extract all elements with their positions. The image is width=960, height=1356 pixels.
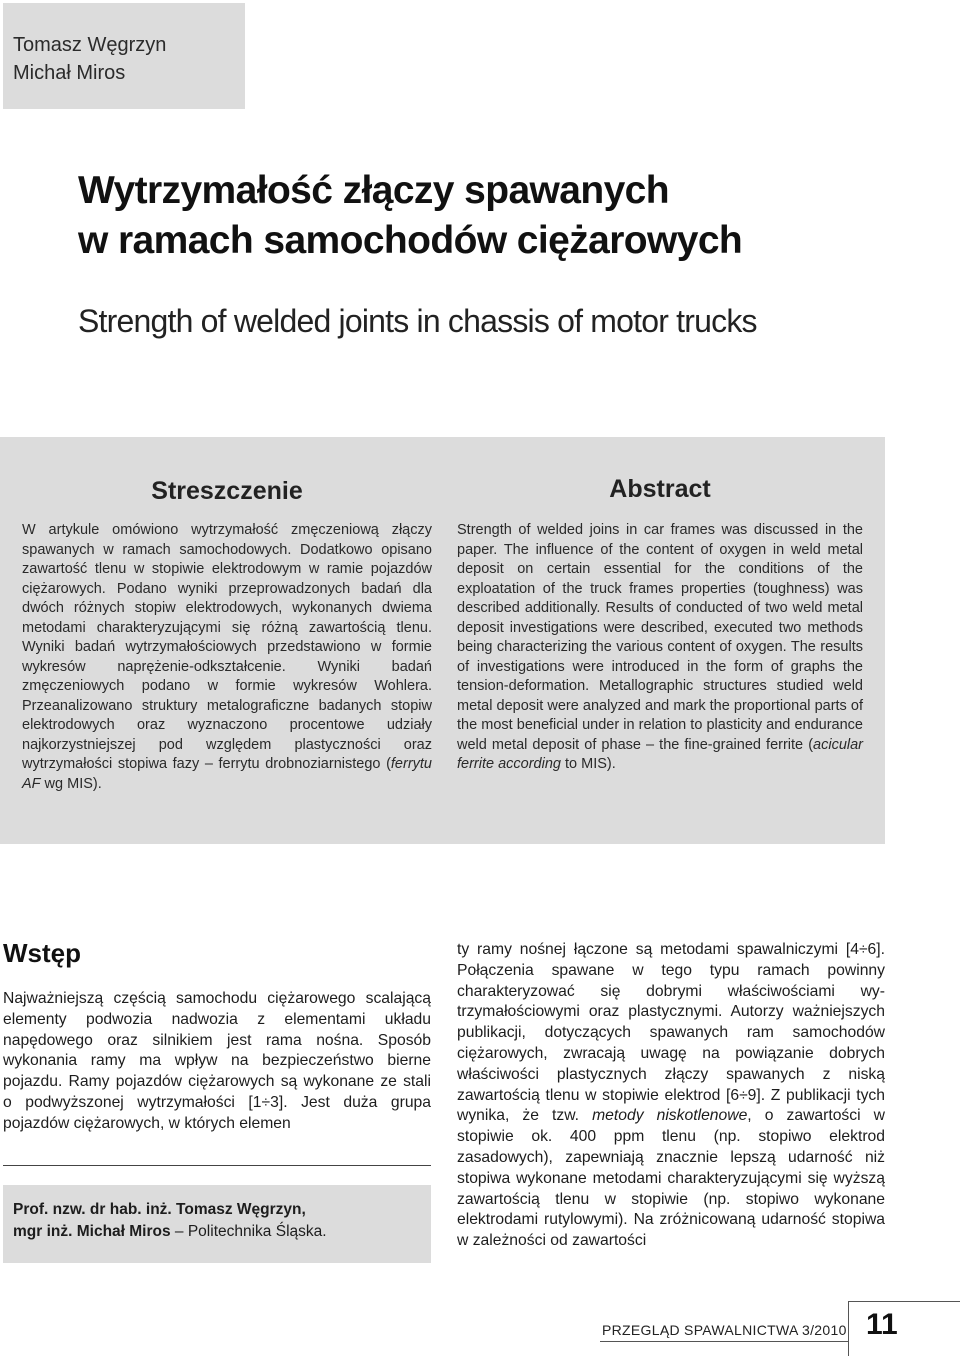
footnote-divider [3,1165,431,1166]
text-run: to MIS). [560,756,616,772]
text-run-italic: ferrytu AF [22,756,432,792]
text-run: , o zawartości w stopiwie ok. 400 ppm tlenu (np. stopiwo elektrod zasadowych), zapewniają znacznie lepszą udarność niż stopiwa wykonane metodami charakteryzującymi się wyższą zawartością tlenu w stopiwie (np. stopiwo wykonane elektrodami rutylowymi). Na zróżnicowaną udarność stopiwa w zależności od zawartości [457,1107,885,1250]
section-heading-wstep: Wstęp [3,938,81,968]
article-subtitle: Strength of welded joints in chassis of motor trucks [78,303,757,339]
article-title [78,166,742,266]
author-name: Tomasz Węgrzyn [13,34,167,56]
intro-text-right [457,940,885,1252]
intro-text-left: Najważniejszą częścią samochodu ciężarowego scalającą elementy podwozia nadwozia z elementami układu napędowego oraz silnikiem jest rama nośna. Sposób wykonania ramy ma wpływ na bezpieczeństwo bierne pojazdu. Ramy pojazdów ciężarowych są wykonane ze stali o podwyższonej wytrzymałości [1÷3]. Jest duża grupa pojazdów ciężarowych, w których elemen [3,990,431,1132]
title-line: Wytrzymałość złączy spawanych [78,169,669,212]
authors-box [3,3,245,109]
affiliation-name: Prof. nzw. dr hab. inż. Tomasz Węgrzyn, [13,1201,306,1218]
author-affiliation [13,1199,421,1243]
text-run: ty ramy nośnej łączone są metodami spawalniczymi [4÷6]. Połączenia spawane w tego typu ramach powinny charakteryzować się dobrymi właściwościami wytrzymałościowymi oraz plastycznymi. Autorzy ważniejszych publikacji, dotyczących spawanych ram samochodów ciężarowych, zwracają uwagę na powiązanie dobrych właściwości plastycznych złączy spawanych z niską zawartością tlenu w stopiwie elektrod [6÷9]. Z publikacji tych wynika, że tzw. [457,941,885,1125]
abstract-box [0,437,885,844]
abstract-heading: Abstract [609,475,711,503]
text-run-italic: acicular ferrite according [457,736,863,772]
text-run: wg MIS). [40,775,102,792]
page-number: 11 [866,1308,898,1341]
footer-divider [848,1301,849,1356]
abstract-text [457,521,863,775]
text-run: W artykule omówiono wytrzymałość zmęczeniową złączy spawanych w ramach samochodowych. Dodatkowo opisano zawartość tlenu w stopiwie elektrodowym w ramie pojazdów ciężarowych. Podano wyniki przeprowadzonych badań dla dwóch różnych stopiw elektrodowych, wykonanych dwiema metodami charakteryzującymi się różną zawartością tlenu. Wyniki badań wytrzymałościowych przedstawiono w formie wykresów naprężenie-odkształcenie. Wyniki badań zmęczeniowych podano w formie wykresów Wohlera. Przeanalizowano struktury metalograficzne badanych stopiw elektrodowych oraz wyznaczono procentowe udziały najkorzystniejszej pod względem plastyczności oraz wytrzymałości stopiwa fazy – ferrytu drobnoziarnistego ( [22,522,432,772]
author-affiliation-box [3,1185,431,1263]
title-line: w ramach samochodów ciężarowych [78,219,743,262]
text-run-italic: metody niskotlenowe [592,1107,748,1125]
footer-divider [600,1341,848,1342]
streszczenie-heading: Streszczenie [151,477,303,505]
text-run: Strength of welded joins in car frames was discussed in the paper. The influence of the content of oxygen in weld metal deposit on certain essential for the conditions of the exploatation of the truck frames properties (toughness) was described additionally. Results of conducted of two weld metal deposit investigations were described, executed two methods being characterizing the various content of oxygen. The results of investigations were introduced in the form of graphs the tension-deformation. Metallographic structures studied weld metal deposit were analyzed and mark the proportional parts of the most beneficial under in relation to plasticity and endurance weld metal deposit of phase – the fine-grained ferrite ( [457,522,863,753]
author-name: Michał Miros [13,62,126,84]
footer-divider [848,1301,960,1302]
affiliation-name: mgr inż. Michał Miros [13,1223,171,1240]
streszczenie-text [22,521,432,794]
journal-name: PRZEGLĄD SPAWALNICTWA 3/2010 [602,1322,847,1338]
affiliation-institution: – Politechnika Śląska. [170,1223,327,1240]
